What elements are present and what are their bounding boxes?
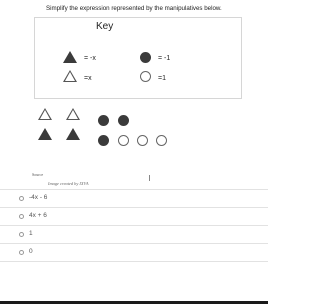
outline-triangle-icon xyxy=(38,108,52,120)
answer-choice[interactable] xyxy=(0,207,268,225)
tick-mark xyxy=(149,175,150,181)
filled-circle-icon xyxy=(98,135,109,146)
choices-bottom-divider xyxy=(0,261,268,262)
answer-choice[interactable] xyxy=(0,189,268,207)
choice-text: -4x - 6 xyxy=(29,194,48,201)
answer-choice[interactable] xyxy=(0,225,268,243)
outline-triangle-icon xyxy=(63,70,77,82)
key-label-x: =x xyxy=(84,75,92,82)
radio-button[interactable] xyxy=(19,214,24,219)
radio-button[interactable] xyxy=(19,232,24,237)
radio-button[interactable] xyxy=(19,196,24,201)
filled-circle-icon xyxy=(118,115,129,126)
outline-circle-icon xyxy=(137,135,148,146)
outline-triangle-icon xyxy=(66,108,80,120)
key-title: Key xyxy=(96,21,114,32)
key-label-neg-x: = -x xyxy=(84,55,96,62)
question-prompt: Simplify the expression represented by the manipulatives below. xyxy=(46,5,222,12)
outline-circle-icon xyxy=(140,71,151,82)
filled-circle-icon xyxy=(140,52,151,63)
outline-circle-icon xyxy=(118,135,129,146)
filled-triangle-icon xyxy=(63,51,77,63)
filled-triangle-icon xyxy=(66,128,80,140)
outline-circle-icon xyxy=(156,135,167,146)
choice-text: 0 xyxy=(29,248,33,255)
key-label-1: =1 xyxy=(158,75,166,82)
key-label-neg-1: = -1 xyxy=(158,55,171,62)
filled-triangle-icon xyxy=(38,128,52,140)
filled-circle-icon xyxy=(98,115,109,126)
source-label: Source xyxy=(32,172,44,177)
answer-choice[interactable] xyxy=(0,243,268,261)
choice-text: 4x + 6 xyxy=(29,212,47,219)
choice-text: 1 xyxy=(29,230,33,237)
radio-button[interactable] xyxy=(19,250,24,255)
image-credit: Image created by IXVA xyxy=(48,181,89,186)
